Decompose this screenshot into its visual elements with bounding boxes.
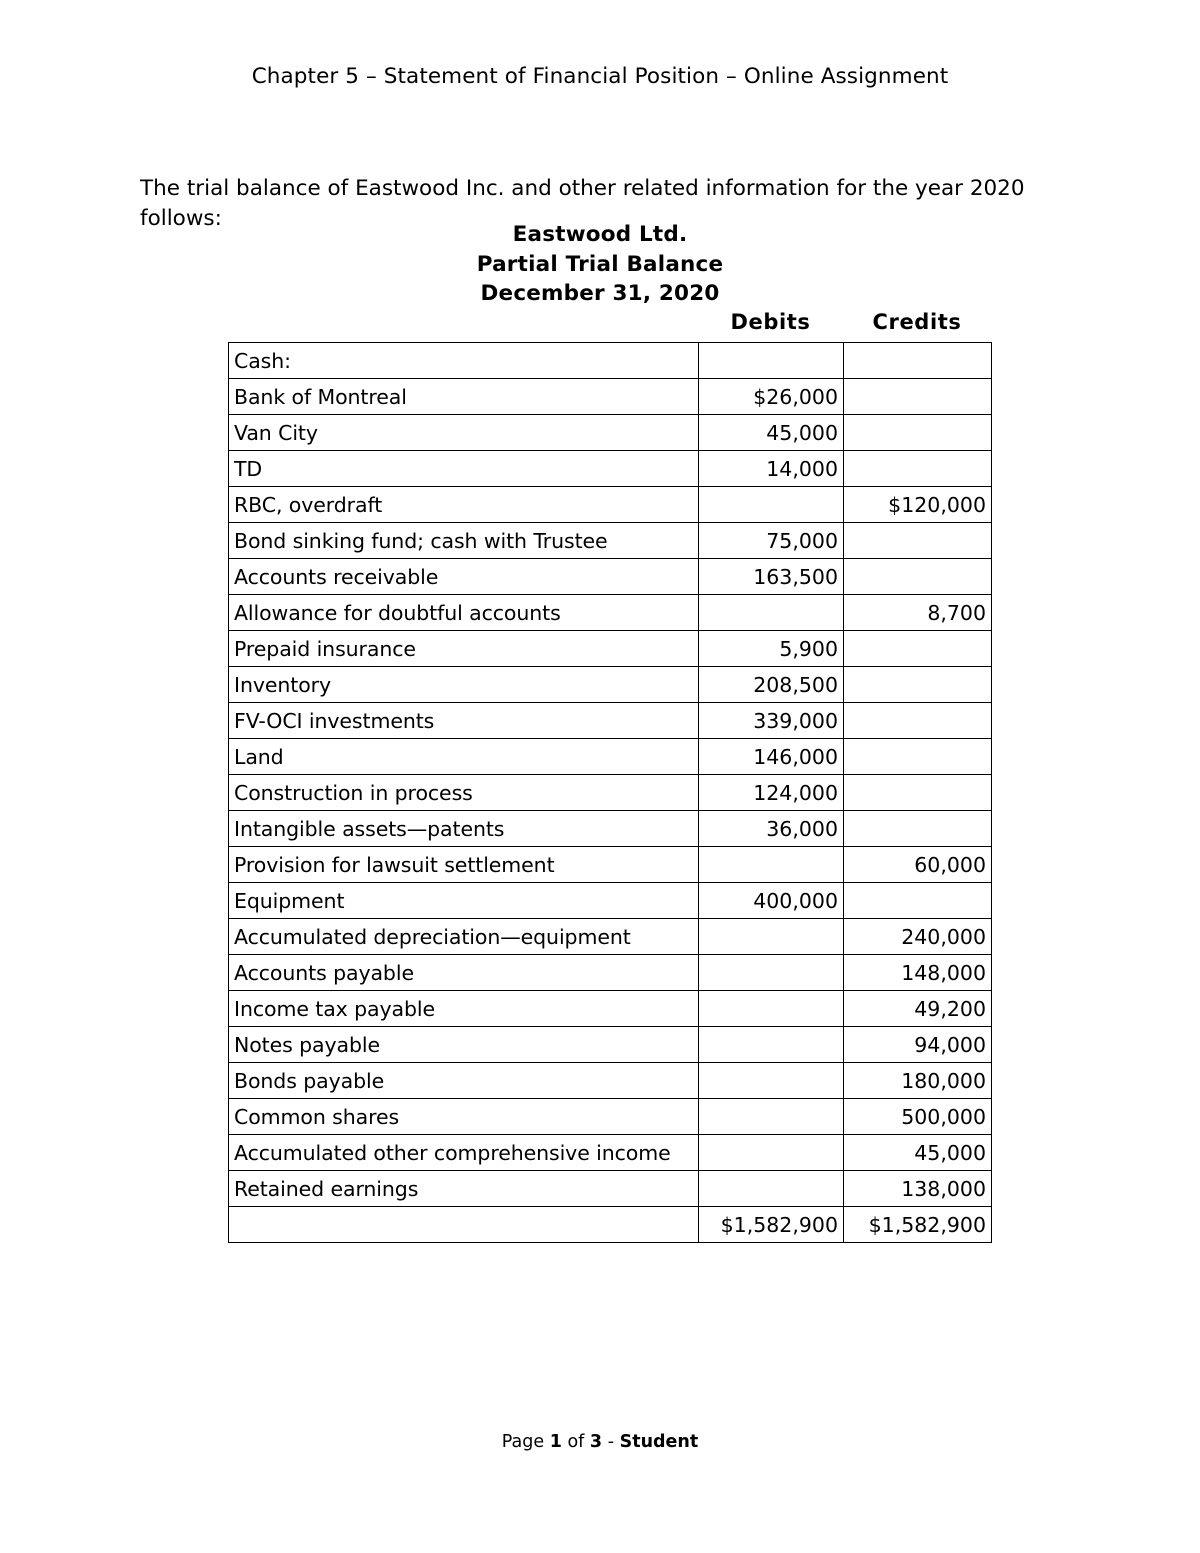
column-header-debits: Debits [730, 310, 811, 334]
table-row [229, 379, 992, 415]
cell-credit-amount: 8,700 [844, 595, 992, 631]
cell-debit-amount [699, 955, 844, 991]
cell-account-label [229, 1207, 699, 1243]
cell-debit-amount: $26,000 [699, 379, 844, 415]
intro-paragraph: The trial balance of Eastwood Inc. and other related information for the year 2020 follows: [140, 175, 1025, 231]
cell-debit-amount [699, 1171, 844, 1207]
table-row [229, 487, 992, 523]
table-row [229, 883, 992, 919]
cell-credit-amount [844, 343, 992, 379]
cell-debit-amount: 5,900 [699, 631, 844, 667]
table-row [229, 919, 992, 955]
cell-account-label: Allowance for doubtful accounts [229, 595, 699, 631]
cell-debit-amount [699, 343, 844, 379]
cell-debit-amount [699, 1099, 844, 1135]
cell-credit-amount [844, 631, 992, 667]
cell-credit-amount [844, 703, 992, 739]
table-row [229, 847, 992, 883]
footer-total-pages: 3 [589, 1432, 603, 1452]
cell-debit-amount: 14,000 [699, 451, 844, 487]
cell-debit-amount: 45,000 [699, 415, 844, 451]
table-row [229, 343, 992, 379]
statement-name: Partial Trial Balance [476, 251, 724, 277]
table-row [229, 703, 992, 739]
cell-account-label: Bonds payable [229, 1063, 699, 1099]
cell-debit-amount: 36,000 [699, 811, 844, 847]
cell-credit-amount: $120,000 [844, 487, 992, 523]
cell-account-label: Accumulated depreciation—equipment [229, 919, 699, 955]
cell-credit-amount: 500,000 [844, 1099, 992, 1135]
cell-debit-amount: 339,000 [699, 703, 844, 739]
page-footer [0, 1432, 1200, 1452]
footer-role: Student [619, 1432, 699, 1452]
table-row [229, 1171, 992, 1207]
table-row [229, 451, 992, 487]
cell-debit-amount [699, 487, 844, 523]
cell-credit-amount [844, 739, 992, 775]
cell-credit-amount [844, 451, 992, 487]
cell-account-label: Accounts payable [229, 955, 699, 991]
table-row [229, 955, 992, 991]
footer-page-word: Page [501, 1432, 545, 1452]
company-name: Eastwood Ltd. [512, 222, 688, 247]
cell-account-label: Notes payable [229, 1027, 699, 1063]
cell-debit-amount: $1,582,900 [699, 1207, 844, 1243]
cell-account-label: TD [229, 451, 699, 487]
cell-credit-amount: 45,000 [844, 1135, 992, 1171]
cell-account-label: Land [229, 739, 699, 775]
cell-debit-amount [699, 919, 844, 955]
trial-balance-table [228, 342, 992, 1243]
trial-balance-body [229, 343, 992, 1243]
table-row [229, 667, 992, 703]
cell-debit-amount [699, 991, 844, 1027]
cell-debit-amount [699, 847, 844, 883]
cell-debit-amount [699, 1063, 844, 1099]
column-header-label [228, 310, 698, 334]
cell-credit-amount: 60,000 [844, 847, 992, 883]
table-column-headers [228, 310, 991, 334]
table-row [229, 415, 992, 451]
cell-debit-amount: 75,000 [699, 523, 844, 559]
table-row [229, 559, 992, 595]
cell-debit-amount [699, 1027, 844, 1063]
footer-page-number: 1 [549, 1432, 562, 1452]
cell-credit-amount: 148,000 [844, 955, 992, 991]
statement-title-block [0, 220, 1200, 309]
page-title: Chapter 5 – Statement of Financial Position – Online Assignment [251, 64, 949, 89]
footer-of-word: of [567, 1432, 585, 1452]
cell-account-label: Bank of Montreal [229, 379, 699, 415]
cell-debit-amount: 400,000 [699, 883, 844, 919]
cell-account-label: Equipment [229, 883, 699, 919]
footer-separator: - [607, 1432, 615, 1452]
cell-credit-amount: 240,000 [844, 919, 992, 955]
cell-debit-amount: 146,000 [699, 739, 844, 775]
table-row [229, 1135, 992, 1171]
cell-account-label: FV-OCI investments [229, 703, 699, 739]
table-row [229, 523, 992, 559]
table-row [229, 1207, 992, 1243]
cell-account-label: Cash: [229, 343, 699, 379]
table-row [229, 595, 992, 631]
cell-credit-amount [844, 523, 992, 559]
cell-credit-amount [844, 379, 992, 415]
table-row [229, 775, 992, 811]
cell-credit-amount [844, 667, 992, 703]
cell-account-label: Van City [229, 415, 699, 451]
table-row [229, 991, 992, 1027]
cell-account-label: Accumulated other comprehensive income [229, 1135, 699, 1171]
cell-credit-amount [844, 775, 992, 811]
cell-credit-amount [844, 559, 992, 595]
trial-balance-table-wrapper [228, 342, 992, 1243]
cell-account-label: Accounts receivable [229, 559, 699, 595]
table-row [229, 811, 992, 847]
statement-date: December 31, 2020 [480, 281, 720, 306]
cell-account-label: Retained earnings [229, 1171, 699, 1207]
table-row [229, 1099, 992, 1135]
cell-credit-amount: 180,000 [844, 1063, 992, 1099]
cell-account-label: RBC, overdraft [229, 487, 699, 523]
cell-debit-amount: 208,500 [699, 667, 844, 703]
cell-credit-amount [844, 415, 992, 451]
cell-debit-amount [699, 595, 844, 631]
cell-credit-amount [844, 811, 992, 847]
cell-account-label: Inventory [229, 667, 699, 703]
cell-credit-amount: 138,000 [844, 1171, 992, 1207]
column-header-credits: Credits [872, 310, 962, 334]
cell-account-label: Provision for lawsuit settlement [229, 847, 699, 883]
cell-credit-amount: 49,200 [844, 991, 992, 1027]
cell-account-label: Intangible assets—patents [229, 811, 699, 847]
table-row [229, 631, 992, 667]
cell-account-label: Bond sinking fund; cash with Trustee [229, 523, 699, 559]
cell-credit-amount: 94,000 [844, 1027, 992, 1063]
cell-debit-amount: 124,000 [699, 775, 844, 811]
cell-account-label: Common shares [229, 1099, 699, 1135]
cell-credit-amount [844, 883, 992, 919]
cell-account-label: Income tax payable [229, 991, 699, 1027]
table-row [229, 739, 992, 775]
cell-account-label: Construction in process [229, 775, 699, 811]
cell-debit-amount [699, 1135, 844, 1171]
cell-account-label: Prepaid insurance [229, 631, 699, 667]
cell-debit-amount: 163,500 [699, 559, 844, 595]
cell-credit-amount: $1,582,900 [844, 1207, 992, 1243]
table-row [229, 1063, 992, 1099]
table-row [229, 1027, 992, 1063]
